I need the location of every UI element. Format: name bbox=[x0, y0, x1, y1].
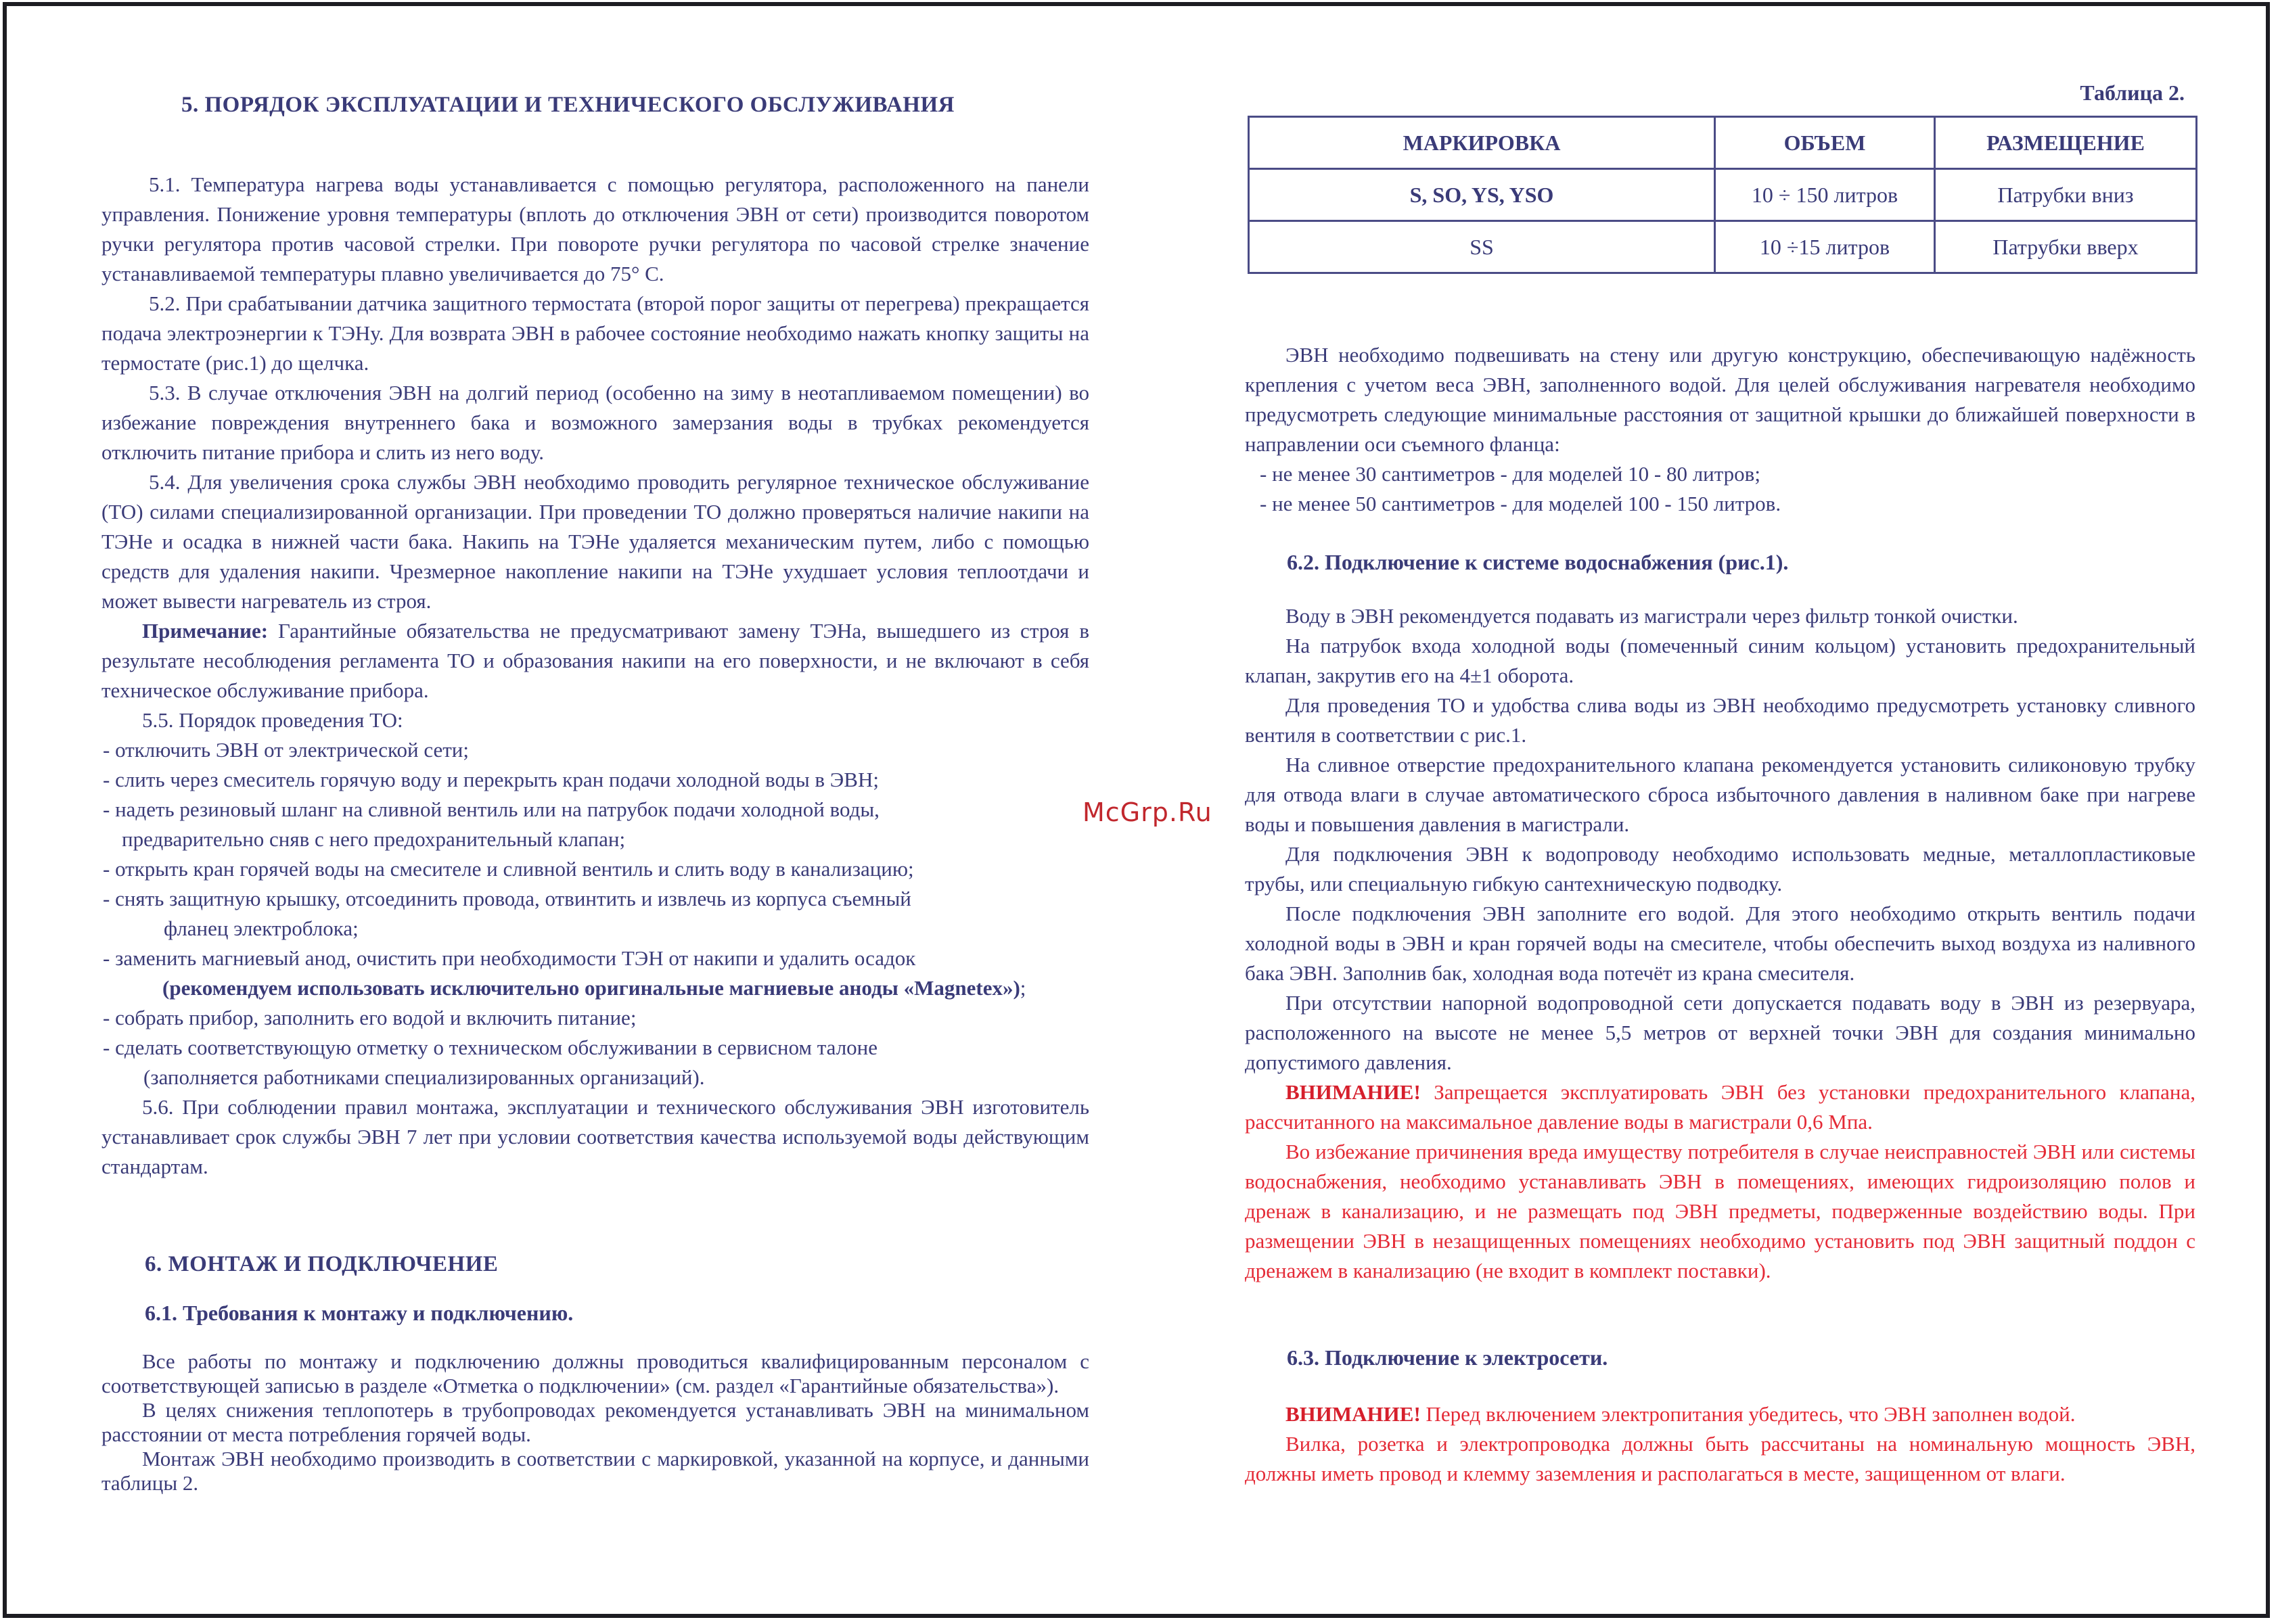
paragraph-6-1-a: Все работы по монтажу и подключению должны проводиться квалифицированным персоналом с соответствующей записью в разделе «Отметка о подключении» (см. раздел «Гарантийные обязательства»). bbox=[101, 1349, 1089, 1397]
mounting-paragraph: ЭВН необходимо подвешивать на стену или другую конструкцию, обеспечивающую надёжность крепления с учетом веса ЭВН, заполненного водой. Для целей обслуживания нагревателя необходимо предусмотреть следующие минимальные расстояния от защитной крышки до ближайшей поверхности в направлении оси съемного фланца: bbox=[1245, 343, 2195, 456]
water-connection-block bbox=[1245, 601, 2195, 1286]
water-paragraph-3: Для проведения ТО и удобства слива воды из ЭВН необходимо предусмотреть установку сливного вентиля в соответствии с рис.1. bbox=[1245, 693, 2195, 747]
to-step-2: - слить через смеситель горячую воду и перекрыть кран подачи холодной воды в ЭВН; bbox=[103, 768, 879, 791]
watermark: McGrp.Ru bbox=[1083, 797, 1212, 827]
table-2 bbox=[1248, 116, 2197, 274]
manual-page bbox=[3, 2, 2270, 1618]
to-step-1: - отключить ЭВН от электрической сети; bbox=[103, 738, 470, 762]
paragraph-5-6: 5.6. При соблюдении правил монтажа, эксплуатации и технического обслуживания ЭВН изготовитель устанавливает срок службы ЭВН 7 лет при условии соответствия качества используемой воды действующим стандартам. bbox=[101, 1095, 1089, 1178]
paragraph-6-1-b: В целях снижения теплопотерь в трубопроводах рекомендуется устанавливать ЭВН на минимальном расстоянии от места потребления горячей воды. bbox=[101, 1398, 1089, 1446]
to-step-4: - открыть кран горячей воды на смесителе и сливной вентиль и слить воду в канализацию; bbox=[103, 857, 914, 881]
to-step-6-tail: ; bbox=[1020, 976, 1026, 1000]
paragraph-5-2: 5.2. При срабатывании датчика защитного термостата (второй порог защиты от перегрева) прекращается подача электроэнергии к ТЭНу. Для возврата ЭВН в рабочее состояние необходимо нажать кнопку защиты на термостате (рис.1) до щелчка. bbox=[101, 292, 1089, 375]
water-paragraph-5: Для подключения ЭВН к водопроводу необходимо использовать медные, металлопластиковые трубы, или специальную гибкую сантехническую подводку. bbox=[1245, 842, 2195, 896]
paragraph-5-5: 5.5. Порядок проведения ТО: bbox=[142, 708, 403, 732]
warning-electric-text: Перед включением электропитания убедитесь, что ЭВН заполнен водой. bbox=[1420, 1402, 2076, 1426]
warning-label: ВНИМАНИЕ! bbox=[1285, 1402, 1421, 1426]
warning-label: ВНИМАНИЕ! bbox=[1285, 1080, 1421, 1104]
table-row bbox=[1249, 169, 2197, 221]
to-step-6-cont bbox=[101, 973, 1089, 1003]
warning-property: Во избежание причинения вреда имуществу потребителя в случае неисправностей ЭВН или системы водоснабжения, необходимо устанавливать ЭВН в помещениях, имеющих гидроизоляцию полов и дренаж в канализацию, и не размещать под ЭВН предметы, подверженные воздействию воды. При размещении ЭВН в незащищенных помещениях необходимо установить под ЭВН защитный поддон с дренажем в канализацию (не входит в комплект поставки). bbox=[1245, 1140, 2195, 1282]
table-cell-volume: 10 ÷ 150 литров bbox=[1715, 169, 1935, 221]
water-paragraph-1: Воду в ЭВН рекомендуется подавать из магистрали через фильтр тонкой очистки. bbox=[1285, 604, 2018, 628]
subsection-6-2-title: 6.2. Подключение к системе водоснабжения (рис.1). bbox=[1287, 550, 1789, 574]
note-paragraph bbox=[101, 616, 1089, 705]
table-header-row bbox=[1249, 117, 2197, 169]
table-cell-placement: Патрубки вверх bbox=[1935, 221, 2197, 273]
section-5-title: 5. ПОРЯДОК ЭКСПЛУАТАЦИИ И ТЕХНИЧЕСКОГО ОБСЛУЖИВАНИЯ bbox=[181, 93, 955, 117]
to-step-3-cont: предварительно сняв с него предохранительный клапан; bbox=[122, 827, 626, 851]
electric-connection-block bbox=[1245, 1399, 2195, 1489]
to-step-5: - снять защитную крышку, отсоединить провода, отвинтить и извлечь из корпуса съемный bbox=[103, 887, 911, 910]
to-step-3: - надеть резиновый шланг на сливной вентиль или на патрубок подачи холодной воды, bbox=[103, 797, 880, 821]
section-5-body bbox=[101, 170, 1089, 1182]
water-paragraph-7: При отсутствии напорной водопроводной сети допускается подавать воду в ЭВН из резервуара, расположенного на высоте не менее 5,5 метров от верхней точки ЭВН для создания минимально допустимого давления. bbox=[1245, 991, 2195, 1074]
paragraph-5-4: 5.4. Для увеличения срока службы ЭВН необходимо проводить регулярное техническое обслуживание (ТО) силами специализированной организации. При проведении ТО должно проверяться наличие накипи на ТЭНе и осадка в нижней части бака. Накипь на ТЭНе удаляется механическим путем, либо с помощью средств для удаления накипи. Чрезмерное накопление накипи на ТЭНе ухудшает условия теплоотдачи и может вывести нагреватель из строя. bbox=[101, 470, 1089, 613]
to-step-8-cont: (заполняется работниками специализированных организаций). bbox=[143, 1065, 705, 1089]
to-step-7: - собрать прибор, заполнить его водой и включить питание; bbox=[103, 1006, 637, 1029]
note-label: Примечание: bbox=[142, 619, 269, 643]
table-cell-volume: 10 ÷15 литров bbox=[1715, 221, 1935, 273]
magnetex-recommendation: (рекомендуем использовать исключительно оригинальные магниевые аноды «Magnetex») bbox=[162, 976, 1020, 1000]
paragraph-5-1: 5.1. Температура нагрева воды устанавливается с помощью регулятора, расположенного на панели управления. Понижение уровня температуры (вплоть до отключения ЭВН от сети) производится поворотом ручки регулятора против часовой стрелки. При повороте ручки регулятора по часовой стрелке значение устанавливаемой температуры плавно увеличивается до 75° С. bbox=[101, 172, 1089, 285]
warning-valve bbox=[1245, 1077, 2195, 1137]
table-row bbox=[1249, 221, 2197, 273]
to-step-5-cont: фланец электроблока; bbox=[164, 917, 359, 940]
warning-wiring: Вилка, розетка и электропроводка должны быть рассчитаны на номинальную мощность ЭВН, должны иметь провод и клемму заземления и располагаться в месте, защищенном от влаги. bbox=[1245, 1432, 2195, 1485]
water-paragraph-2: На патрубок входа холодной воды (помеченный синим кольцом) установить предохранительный клапан, закрутив его на 4±1 оборота. bbox=[1245, 634, 2195, 687]
table-cell-marking: S, SO, YS, YSO bbox=[1249, 169, 1715, 221]
table-header-placement: РАЗМЕЩЕНИЕ bbox=[1935, 117, 2197, 169]
subsection-6-3-title: 6.3. Подключение к электросети. bbox=[1287, 1345, 1608, 1370]
to-step-8: - сделать соответствующую отметку о техническом обслуживании в сервисном талоне bbox=[103, 1036, 878, 1059]
warning-electric bbox=[1245, 1399, 2195, 1429]
note-text: Гарантийные обязательства не предусматривают замену ТЭНа, вышедшего из строя в результате несоблюдения регламента ТО и образования накипи на его поверхности, и не включают в себя техническое обслуживание прибора. bbox=[101, 619, 1089, 702]
water-paragraph-4: На сливное отверстие предохранительного клапана рекомендуется установить силиконовую трубку для отвода влаги в случае автоматического сброса избыточного давления в наливном баке при нагреве воды и повышения давления в магистрали. bbox=[1245, 753, 2195, 836]
subsection-6-1-title: 6.1. Требования к монтажу и подключению. bbox=[145, 1301, 574, 1325]
table-cell-marking: SS bbox=[1249, 221, 1715, 273]
warning-valve-text: Запрещается эксплуатировать ЭВН без установки предохранительного клапана, рассчитанного на максимальное давление воды в магистрали 0,6 Мпа. bbox=[1245, 1080, 2195, 1134]
table-2-caption: Таблица 2. bbox=[2080, 80, 2185, 105]
water-paragraph-6: После подключения ЭВН заполните его водой. Для этого необходимо открыть вентиль подачи холодной воды в ЭВН и кран горячей воды на смесителе, чтобы обеспечить выход воздуха из наливного бака ЭВН. Заполнив бак, холодная вода потечёт из крана смесителя. bbox=[1245, 902, 2195, 985]
table-cell-placement: Патрубки вниз bbox=[1935, 169, 2197, 221]
mounting-block bbox=[1245, 340, 2195, 519]
paragraph-5-3: 5.3. В случае отключения ЭВН на долгий период (особенно на зиму в неотапливаемом помещении) во избежание повреждения внутреннего бака и возможного замерзания воды в трубках рекомендуется отключить питание прибора и слить из него воду. bbox=[101, 381, 1089, 464]
section-6-1-body bbox=[101, 1349, 1089, 1495]
distance-item-2: - не менее 50 сантиметров - для моделей 100 - 150 литров. bbox=[1260, 492, 1781, 515]
section-6-title: 6. МОНТАЖ И ПОДКЛЮЧЕНИЕ bbox=[145, 1252, 499, 1276]
to-step-6: - заменить магниевый анод, очистить при необходимости ТЭН от накипи и удалить осадок bbox=[103, 946, 916, 970]
paragraph-6-1-c: Монтаж ЭВН необходимо производить в соответствии с маркировкой, указанной на корпусе, и данными таблицы 2. bbox=[101, 1447, 1089, 1495]
distance-item-1: - не менее 30 сантиметров - для моделей 10 - 80 литров; bbox=[1260, 462, 1760, 486]
table-header-volume: ОБЪЕМ bbox=[1715, 117, 1935, 169]
table-header-marking: МАРКИРОВКА bbox=[1249, 117, 1715, 169]
